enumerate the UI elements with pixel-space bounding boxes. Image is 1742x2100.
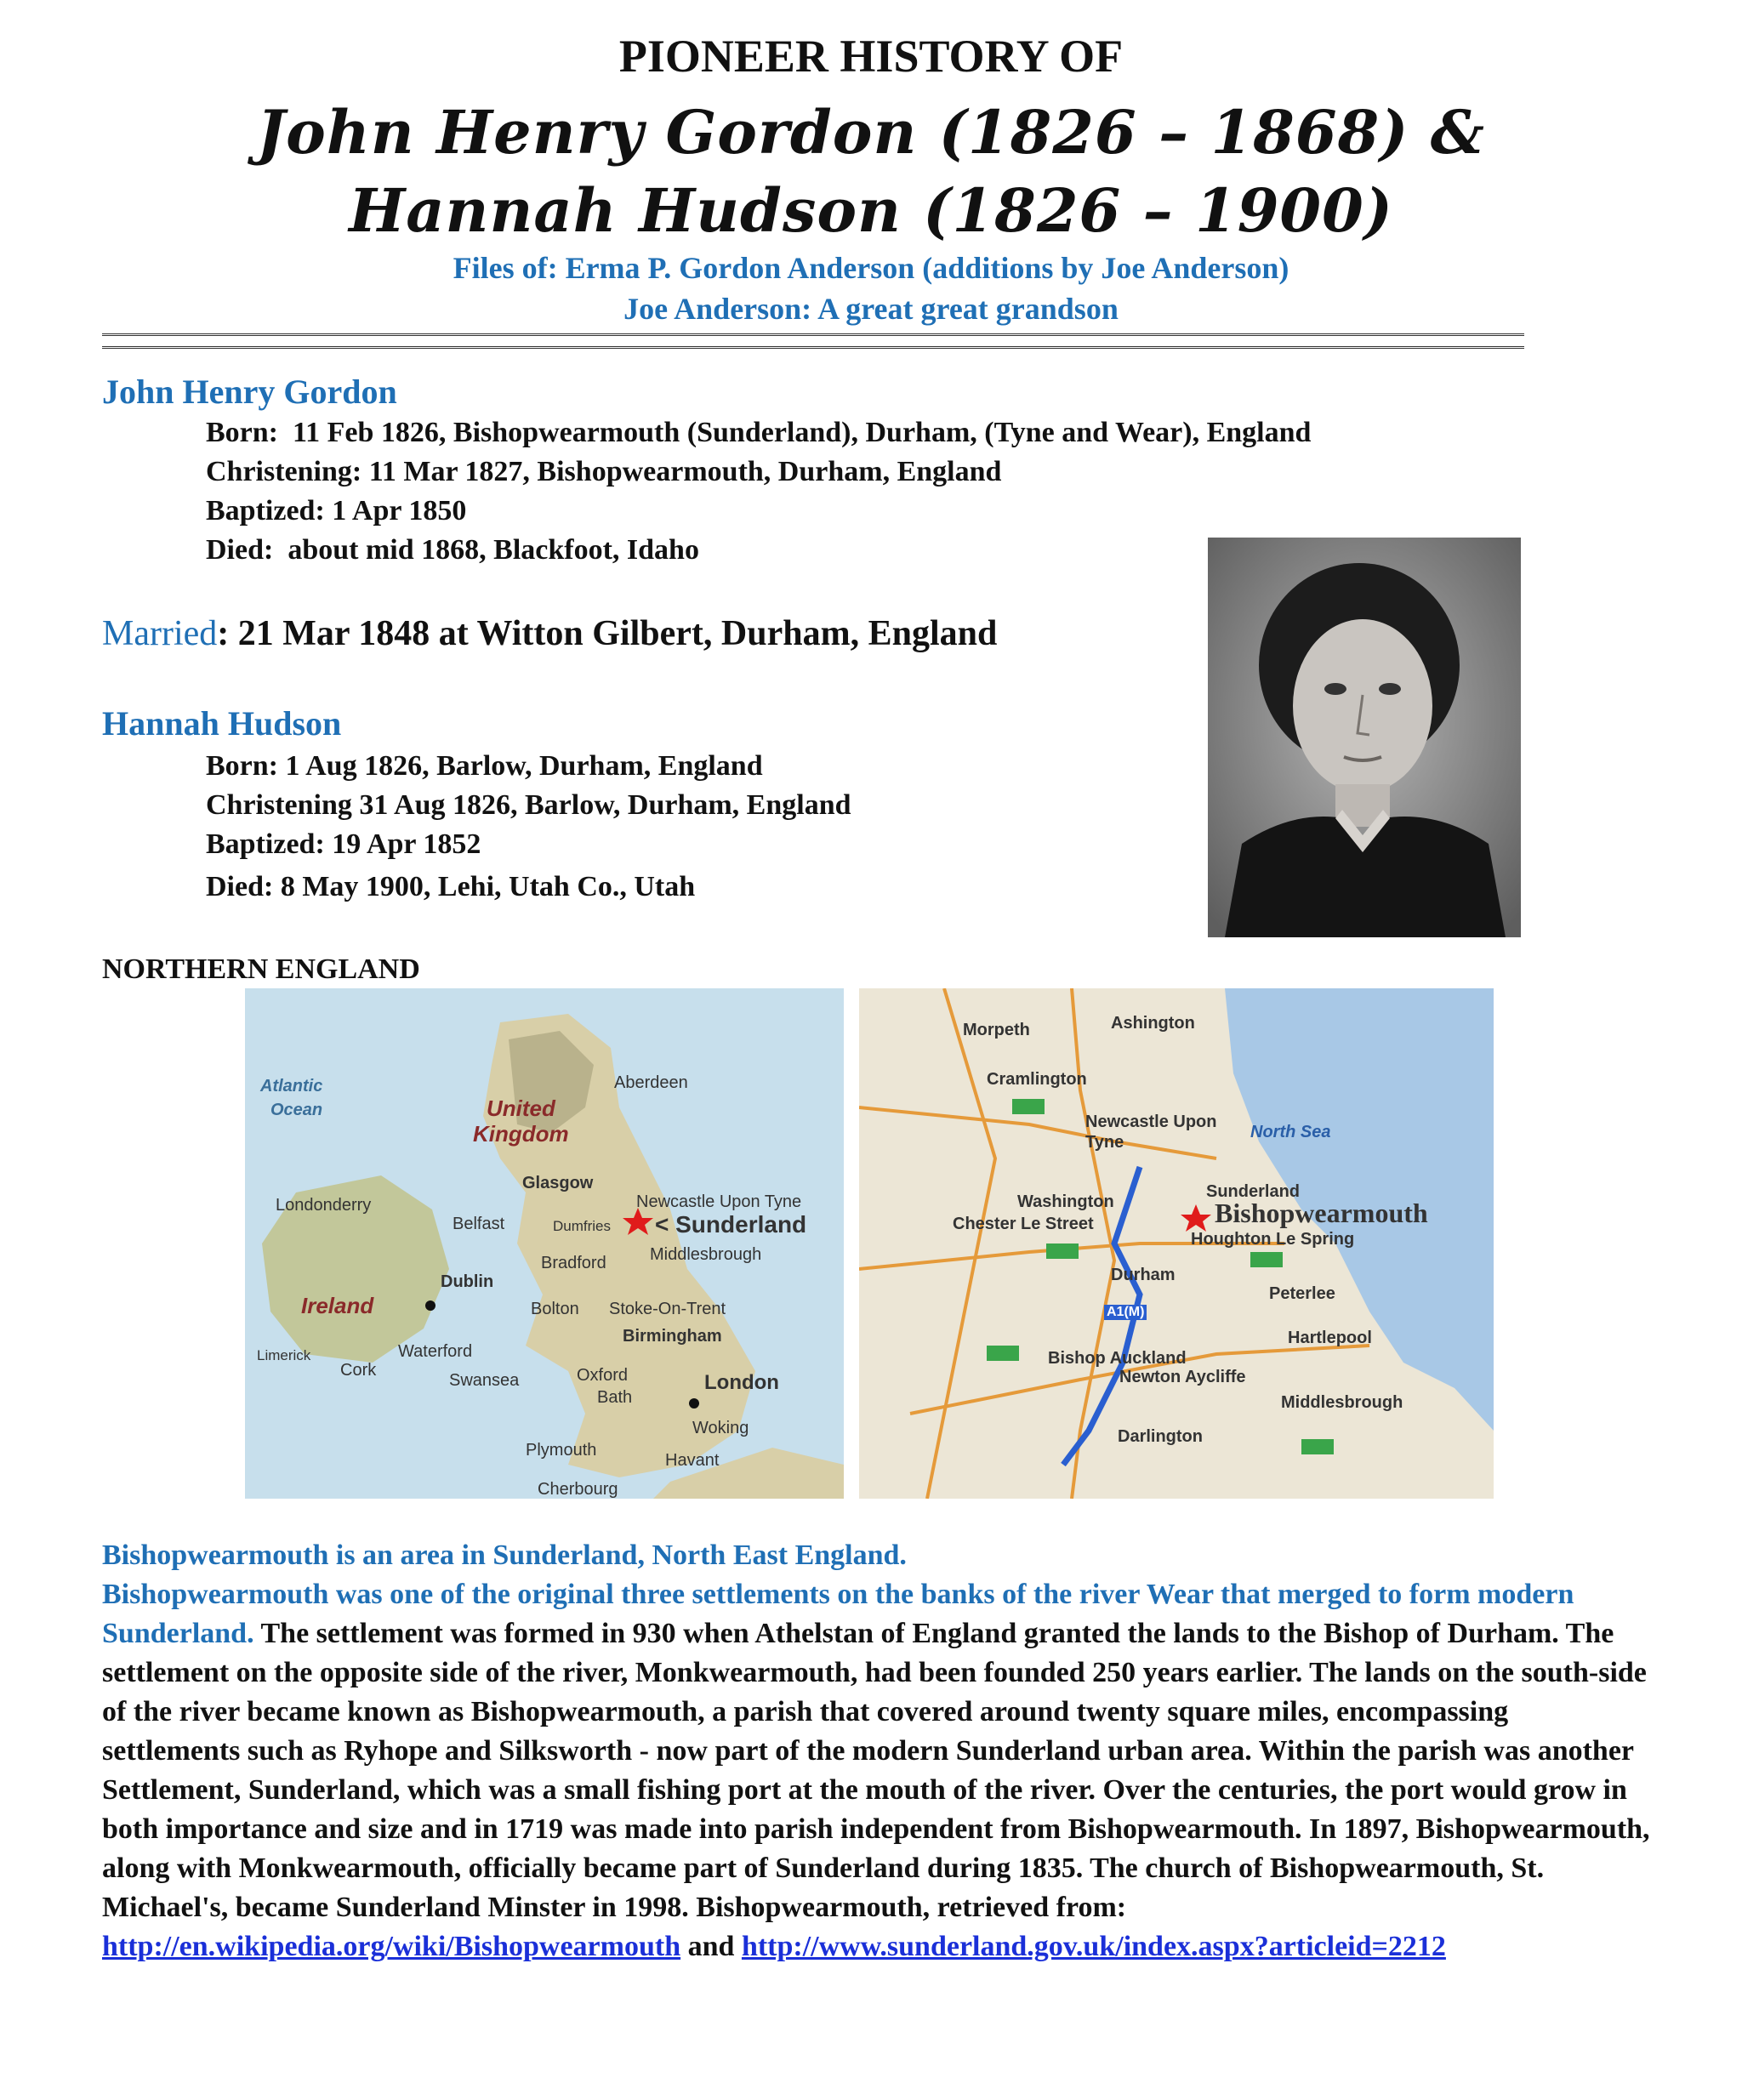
- ne-label-north-sea: North Sea: [1250, 1123, 1331, 1141]
- title-line-1: PIONEER HISTORY OF: [618, 31, 1124, 82]
- hannah-born: Born: 1 Aug 1826, Barlow, Durham, England: [206, 750, 763, 782]
- article-body: The settlement was formed in 930 when Athelstan of England granted the lands to the Bishop of Durham. The settlement on the opposite side of the river, Monkwearmouth, had been founded 250 years earlier. The lands on the south-side of the river became known as Bishopwearmouth, a parish that covered around twenty square miles, encompassing settlements such as Ryhope and Silksworth - now part of the modern Sunderland urban area. Within the parish was another Settlement, Sunderland, which was a small fishing port at the mouth of the river. Over the centuries, the port would grow in both importance and size and in 1719 was made into parish independent from Bishopwearmouth. In 1897, Bishopwearmouth, along with Monkwearmouth, officially became part of Sunderland during 1835. The church of Bishopwearmouth, St. Michael's, became Sunderland Minster in 1998. Bishopwearmouth, retrieved from:: [102, 1618, 1650, 1923]
- uk-label-dumfries: Dumfries: [553, 1218, 612, 1234]
- married-label: Married: [102, 614, 218, 653]
- uk-label-bradford: Bradford: [541, 1254, 606, 1272]
- ne-label-tyne: Tyne: [1085, 1133, 1124, 1152]
- uk-label-belfast: Belfast: [453, 1215, 505, 1233]
- ne-label-cramlington: Cramlington: [987, 1070, 1087, 1089]
- hannah-baptized: Baptized: 19 Apr 1852: [206, 828, 481, 860]
- ne-label-durham: Durham: [1111, 1266, 1176, 1284]
- uk-label-atlantic: Atlantic: [260, 1077, 323, 1096]
- ne-label-washington: Washington: [1017, 1192, 1114, 1211]
- sunderland-gov-link[interactable]: http://www.sunderland.gov.uk/index.aspx?articleid=2212: [741, 1931, 1446, 1962]
- descendant-credit: Joe Anderson: A great great grandson: [623, 292, 1119, 326]
- uk-label-middlesbrough: Middlesbrough: [650, 1245, 762, 1264]
- uk-label-cork: Cork: [340, 1361, 377, 1380]
- title-names-john: John Henry Gordon (1826 – 1868) &: [257, 97, 1485, 168]
- ne-map-shapes: [859, 988, 1494, 1499]
- ne-label-ashington: Ashington: [1111, 1014, 1195, 1033]
- uk-label-ocean: Ocean: [270, 1101, 323, 1119]
- portrait-illustration: [1208, 538, 1521, 937]
- ne-label-houghton: Houghton Le Spring: [1191, 1230, 1355, 1249]
- ne-label-newcastle: Newcastle Upon: [1085, 1113, 1217, 1131]
- uk-map-shapes: [245, 988, 844, 1499]
- uk-label-sunderland: < Sunderland: [655, 1211, 807, 1238]
- article-blue-sentence: Bishopwearmouth was one of the original three settlements on the banks of the river Wear that merged to form modern Sunderland.: [102, 1579, 1574, 1649]
- uk-label-newcastle: Newcastle Upon Tyne: [636, 1192, 802, 1211]
- uk-label-united: United: [487, 1096, 555, 1121]
- ne-label-sunderland: Sunderland: [1206, 1182, 1301, 1201]
- ne-label-morpeth: Morpeth: [963, 1021, 1030, 1039]
- north-east-map-image: [859, 988, 1494, 1499]
- uk-label-birmingham: Birmingham: [623, 1327, 722, 1346]
- ne-label-hartlepool: Hartlepool: [1288, 1329, 1372, 1347]
- title-names-hannah: Hannah Hudson (1826 – 1900): [349, 175, 1393, 246]
- uk-label-limerick: Limerick: [257, 1347, 311, 1363]
- uk-label-stoke: Stoke-On-Trent: [609, 1300, 726, 1318]
- uk-label-oxford: Oxford: [577, 1366, 629, 1385]
- northern-england-label: NORTHERN ENGLAND: [102, 953, 420, 985]
- article-and: and: [680, 1931, 742, 1962]
- john-baptized: Baptized: 1 Apr 1850: [206, 495, 467, 526]
- ne-label-bishop-auckland: Bishop Auckland: [1048, 1349, 1187, 1368]
- marriage-line: [102, 611, 997, 657]
- files-credit: Files of: Erma P. Gordon Anderson (additions by Joe Anderson): [453, 251, 1289, 285]
- ne-label-newton-aycliffe: Newton Aycliffe: [1119, 1368, 1246, 1386]
- uk-label-aberdeen: Aberdeen: [614, 1073, 688, 1092]
- uk-label-swansea: Swansea: [449, 1371, 520, 1390]
- uk-label-waterford: Waterford: [398, 1342, 473, 1361]
- article-intro: Bishopwearmouth is an area in Sunderland, North East England.: [102, 1539, 907, 1571]
- uk-label-woking: Woking: [692, 1419, 749, 1437]
- uk-label-havant: Havant: [665, 1451, 720, 1470]
- john-died: Died: about mid 1868, Blackfoot, Idaho: [206, 534, 699, 566]
- uk-label-londonderry: Londonderry: [276, 1196, 372, 1215]
- hannah-christening: Christening 31 Aug 1826, Barlow, Durham, England: [206, 789, 851, 821]
- uk-label-ireland: Ireland: [301, 1293, 374, 1318]
- ne-label-middlesbrough: Middlesbrough: [1281, 1393, 1403, 1412]
- article-paragraph: [102, 1575, 1650, 1966]
- uk-label-glasgow: Glasgow: [522, 1174, 594, 1192]
- uk-label-dublin: Dublin: [441, 1272, 494, 1291]
- uk-map-image: [245, 988, 844, 1499]
- uk-label-kingdom: Kingdom: [473, 1121, 569, 1147]
- wikipedia-link[interactable]: http://en.wikipedia.org/wiki/Bishopwearmouth: [102, 1931, 681, 1962]
- hannah-portrait-photo: [1208, 538, 1521, 937]
- uk-label-london: London: [704, 1371, 779, 1394]
- double-rule-divider: [102, 333, 1524, 349]
- uk-label-bolton: Bolton: [531, 1300, 579, 1318]
- uk-label-plymouth: Plymouth: [526, 1441, 597, 1460]
- ne-label-darlington: Darlington: [1118, 1427, 1203, 1446]
- john-born: Born: 11 Feb 1826, Bishopwearmouth (Sunderland), Durham, (Tyne and Wear), England: [206, 417, 1312, 448]
- bishopwearmouth-article: [102, 1536, 1650, 1966]
- ne-label-peterlee: Peterlee: [1269, 1284, 1335, 1303]
- uk-label-cherbourg: Cherbourg: [538, 1480, 618, 1499]
- marriage-details: : 21 Mar 1848 at Witton Gilbert, Durham, England: [217, 614, 998, 653]
- hannah-name-heading: Hannah Hudson: [102, 704, 342, 743]
- ne-label-a1m: A1(M): [1104, 1305, 1147, 1320]
- john-name-heading: John Henry Gordon: [102, 373, 397, 411]
- hannah-died: Died: 8 May 1900, Lehi, Utah Co., Utah: [206, 871, 696, 902]
- ne-label-chester-le-street: Chester Le Street: [953, 1215, 1094, 1233]
- john-christening: Christening: 11 Mar 1827, Bishopwearmouth, Durham, England: [206, 456, 1002, 487]
- ne-label-bishopwearmouth: Bishopwearmouth: [1215, 1198, 1428, 1228]
- uk-label-bath: Bath: [597, 1388, 633, 1407]
